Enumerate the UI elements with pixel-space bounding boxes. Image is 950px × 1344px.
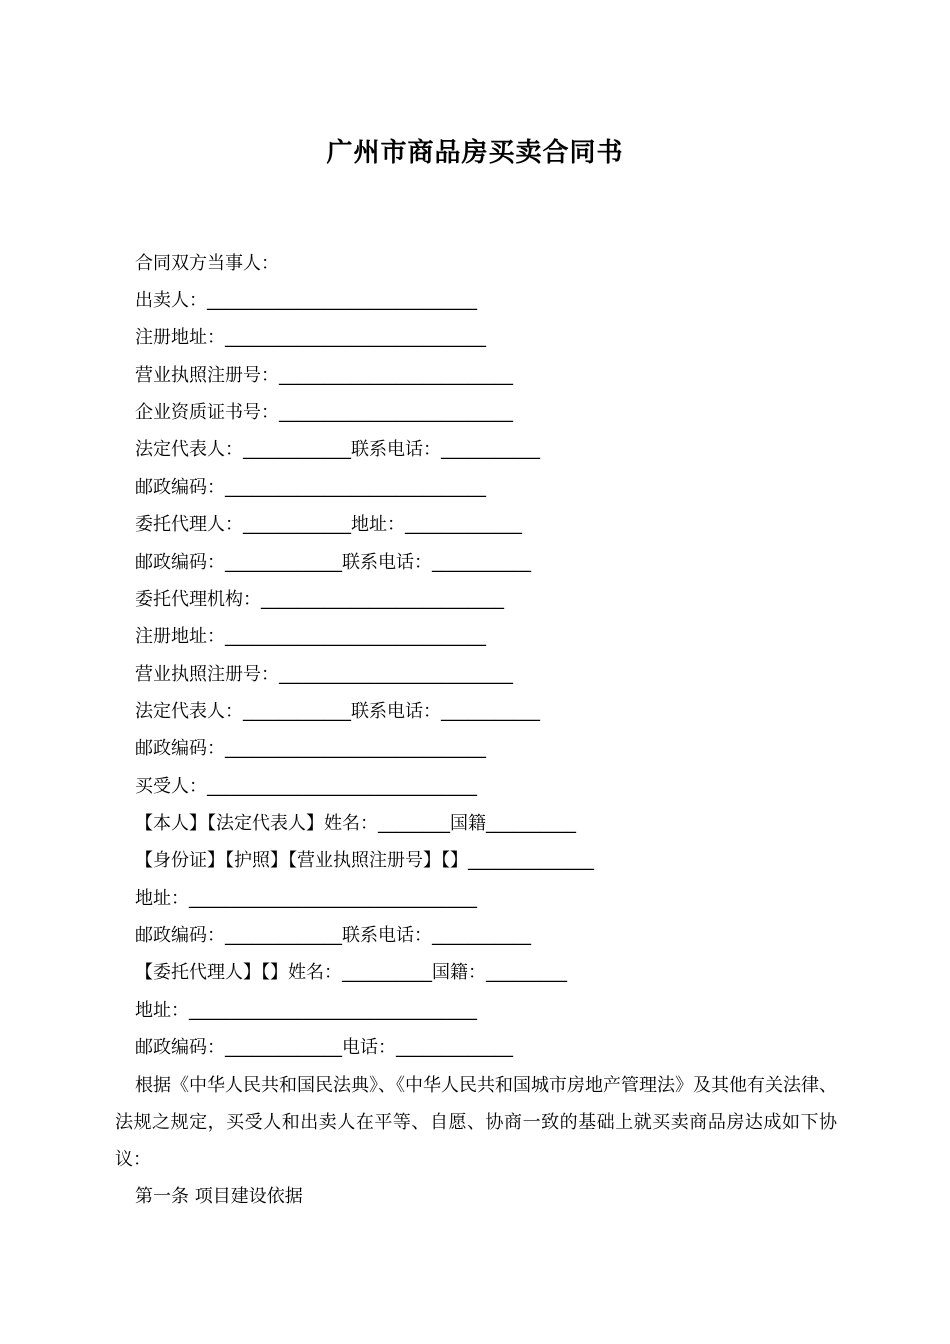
seller-registered-address-line: 注册地址：_____________________________	[135, 327, 486, 348]
preamble-paragraph: 根据《中华人民共和国民法典》、《中华人民共和国城市房地产管理法》及其他有关法律、法规之规定，买受人和出卖人在平等、自愿、协商一致的基础上就买卖商品房达成如下协议：	[115, 1075, 837, 1170]
seller-legal-rep-line: 法定代表人：____________联系电话：___________	[135, 439, 540, 460]
buyer-line: 买受人：______________________________	[135, 776, 477, 797]
seller-business-license-line: 营业执照注册号：__________________________	[135, 365, 513, 386]
buyer-agent-address-line: 地址：________________________________	[135, 1000, 477, 1021]
agency-legal-rep-line: 法定代表人：____________联系电话：___________	[135, 701, 540, 722]
buyer-agent-postcode-line: 邮政编码：_____________电话：_____________	[135, 1037, 513, 1058]
seller-line: 出卖人：______________________________	[135, 290, 477, 311]
seller-qualification-cert-line: 企业资质证书号：__________________________	[135, 402, 513, 423]
buyer-name-nationality-line: 【本人】【法定代表人】姓名：________国籍__________	[135, 813, 576, 834]
agency-registered-address-line: 注册地址：_____________________________	[135, 626, 486, 647]
agency-business-license-line: 营业执照注册号：__________________________	[135, 664, 513, 685]
seller-postcode-line: 邮政编码：_____________________________	[135, 477, 486, 498]
buyer-postcode-line: 邮政编码：_____________联系电话：___________	[135, 925, 531, 946]
parties-heading: 合同双方当事人：	[135, 253, 279, 274]
buyer-agent-line: 【委托代理人】【】姓名：__________国籍：_________	[135, 962, 567, 983]
agency-line: 委托代理机构：___________________________	[135, 589, 504, 610]
article-1-heading: 第一条 项目建设依据	[135, 1186, 303, 1207]
seller-agent-line: 委托代理人：____________地址：_____________	[135, 514, 522, 535]
page-title: 广州市商品房买卖合同书	[326, 138, 624, 168]
buyer-id-line: 【身份证】【护照】【营业执照注册号】【】______________	[135, 850, 594, 871]
seller-agent-postcode-line: 邮政编码：_____________联系电话：___________	[135, 552, 531, 573]
buyer-address-line: 地址：________________________________	[135, 888, 477, 909]
agency-postcode-line: 邮政编码：_____________________________	[135, 738, 486, 759]
